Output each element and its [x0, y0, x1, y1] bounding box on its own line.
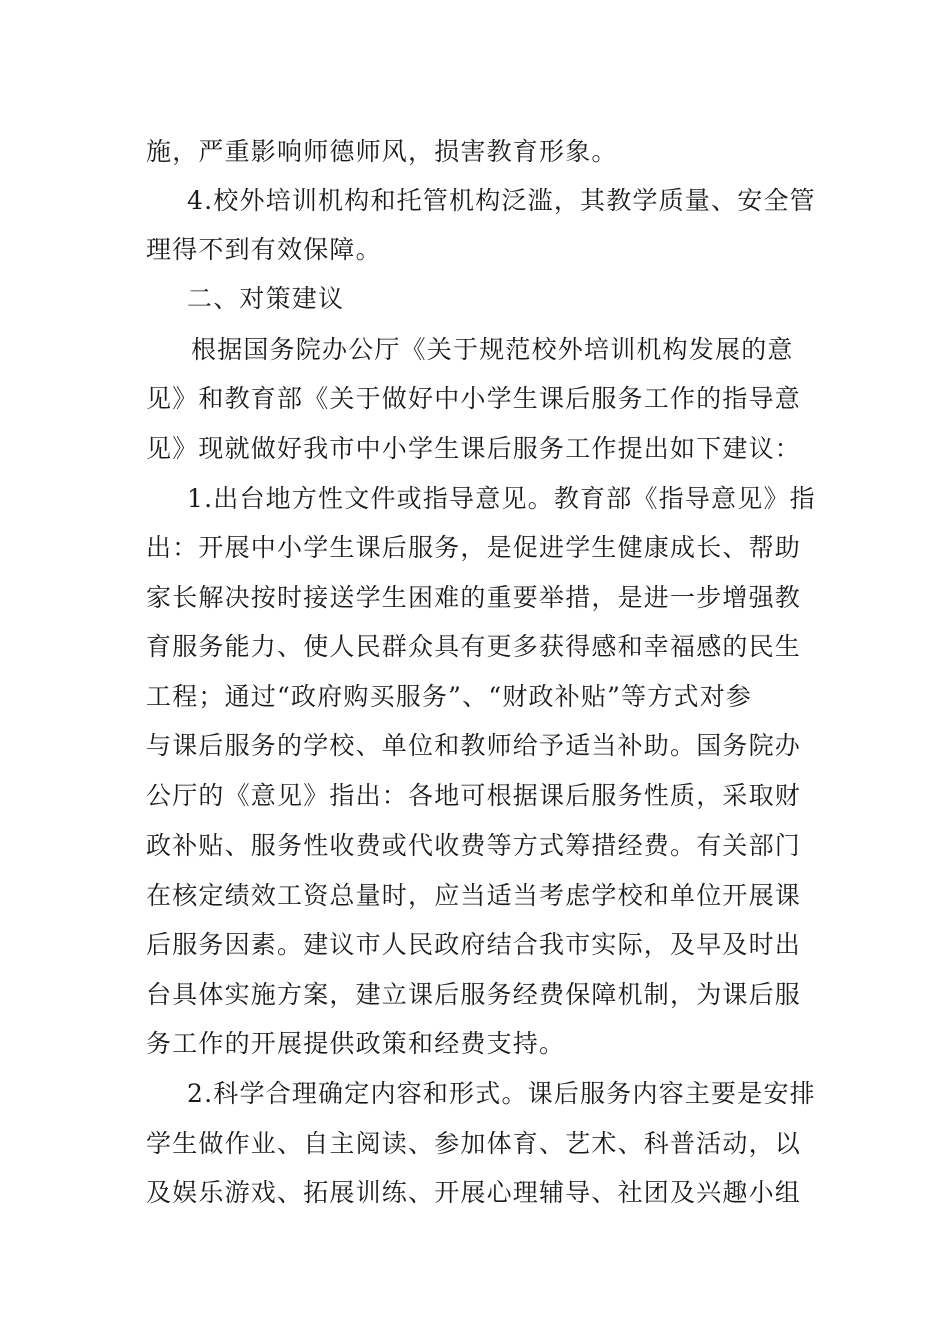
text-line-21: 学生做作业、自主阅读、参加体育、艺术、科普活动，以: [146, 1129, 802, 1158]
text-line-16: 在核定绩效工资总量时，应当适当考虑学校和单位开展课: [146, 881, 802, 910]
text-line-6: 见》和教育部《关于做好中小学生课后服务工作的指导意: [146, 384, 802, 413]
text-line-8: 1.出台地方性文件或指导意见。教育部《指导意见》指: [187, 484, 816, 513]
text-line-11: 育服务能力、使人民群众具有更多获得感和幸福感的民生: [146, 632, 802, 661]
text-line-20: 2.科学合理确定内容和形式。课后服务内容主要是安排: [187, 1079, 816, 1108]
text-line-15: 政补贴、服务性收费或代收费等方式筹措经费。有关部门: [146, 831, 802, 860]
text-line-7: 见》现就做好我市中小学生课后服务工作提出如下建议：: [146, 434, 802, 463]
text-line-12: 工程；通过“政府购买服务”、“财政补贴”等方式对参: [146, 682, 753, 711]
text-line-19: 务工作的开展提供政策和经费支持。: [146, 1029, 566, 1058]
text-line-3: 理得不到有效保障。: [146, 235, 382, 264]
text-line-14: 公厅的《意见》指出：各地可根据课后服务性质，采取财: [146, 781, 802, 810]
text-line-17: 后服务因素。建议市人民政府结合我市实际，及早及时出: [146, 930, 802, 959]
text-line-10: 家长解决按时接送学生困难的重要举措，是进一步增强教: [146, 583, 802, 612]
text-line-5: 根据国务院办公厅《关于规范校外培训机构发展的意: [191, 335, 794, 364]
text-line-9: 出：开展中小学生课后服务，是促进学生健康成长、帮助: [146, 533, 802, 562]
text-line-2: 4.校外培训机构和托管机构泛滥，其教学质量、安全管: [187, 186, 816, 215]
text-line-1: 施，严重影响师德师风，损害教育形象。: [146, 137, 618, 166]
section-heading: 二、对策建议: [187, 284, 345, 313]
text-line-18: 台具体实施方案，建立课后服务经费保障机制，为课后服: [146, 980, 802, 1009]
text-line-22: 及娱乐游戏、拓展训练、开展心理辅导、社团及兴趣小组: [146, 1178, 802, 1207]
text-line-13: 与课后服务的学校、单位和教师给予适当补助。国务院办: [146, 731, 802, 760]
